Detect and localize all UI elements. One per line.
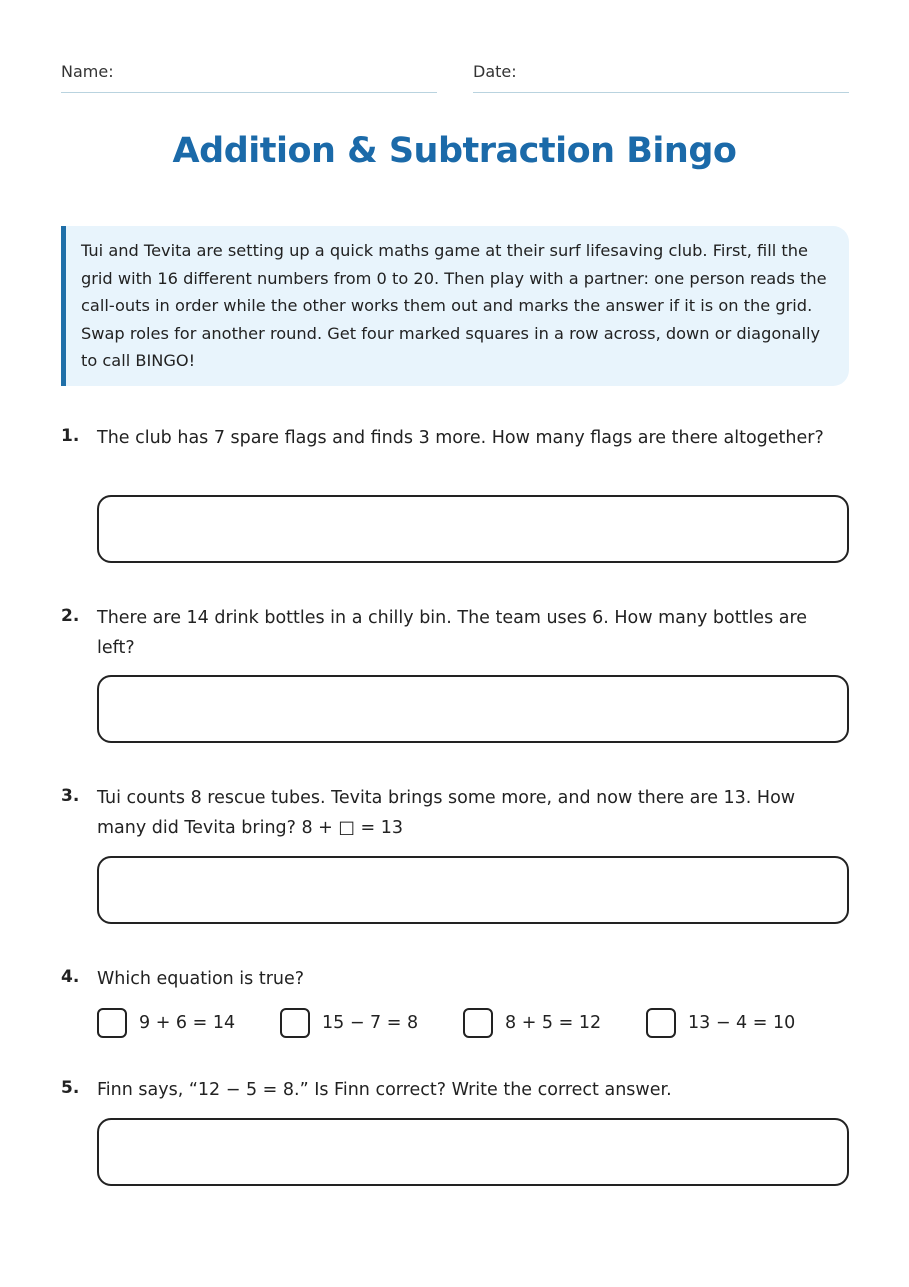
option-a-checkbox[interactable]: [97, 1008, 127, 1038]
option-a[interactable]: [97, 1006, 235, 1040]
option-d-label: 13 − 4 = 10: [688, 1013, 796, 1033]
question-3-text: Tui counts 8 rescue tubes. Tevita brings some more, and now there are 13. How many did Tevita bring? 8 + □ = 13: [97, 788, 796, 838]
question-1-number: 1.: [61, 426, 80, 446]
question-5-number: 5.: [61, 1078, 80, 1098]
question-3-answer-box[interactable]: [97, 856, 849, 924]
option-c-checkbox[interactable]: [463, 1008, 493, 1038]
question-4-options: [97, 1006, 857, 1040]
question-5-text: Finn says, “12 − 5 = 8.” Is Finn correct? Write the correct answer.: [97, 1080, 672, 1100]
date-label: Date:: [473, 62, 517, 81]
option-d-checkbox[interactable]: [646, 1008, 676, 1038]
question-2-answer-box[interactable]: [97, 675, 849, 743]
question-4-number: 4.: [61, 967, 80, 987]
option-b-label: 15 − 7 = 8: [322, 1013, 419, 1033]
option-c[interactable]: [463, 1006, 601, 1040]
option-c-label: 8 + 5 = 12: [505, 1013, 602, 1033]
question-1-answer-box[interactable]: [97, 495, 849, 563]
page-title: Addition & Subtraction Bingo: [172, 131, 737, 171]
question-2-number: 2.: [61, 606, 80, 626]
question-1-text: The club has 7 spare flags and finds 3 more. How many flags are there altogether?: [97, 428, 824, 448]
option-b[interactable]: [280, 1006, 418, 1040]
name-field[interactable]: [61, 62, 437, 93]
instructions-text: Tui and Tevita are setting up a quick maths game at their surf lifesaving club. First, fill the grid with 16 different numbers from 0 to 20. Then play with a partner: one person reads the call-outs in order while the other works them out and marks the answer if it is on the grid. Swap roles for another round. Get four marked squares in a row across, down or diagonally to call BINGO!: [81, 241, 827, 370]
option-b-checkbox[interactable]: [280, 1008, 310, 1038]
question-5-answer-box[interactable]: [97, 1118, 849, 1186]
question-4-text: Which equation is true?: [97, 969, 305, 989]
name-label: Name:: [61, 62, 114, 81]
question-2-text: There are 14 drink bottles in a chilly bin. The team uses 6. How many bottles are left?: [97, 608, 808, 658]
instructions-callout: [61, 226, 849, 386]
option-a-label: 9 + 6 = 14: [139, 1013, 236, 1033]
date-field[interactable]: [473, 62, 849, 93]
option-d[interactable]: [646, 1006, 795, 1040]
question-3-number: 3.: [61, 786, 80, 806]
